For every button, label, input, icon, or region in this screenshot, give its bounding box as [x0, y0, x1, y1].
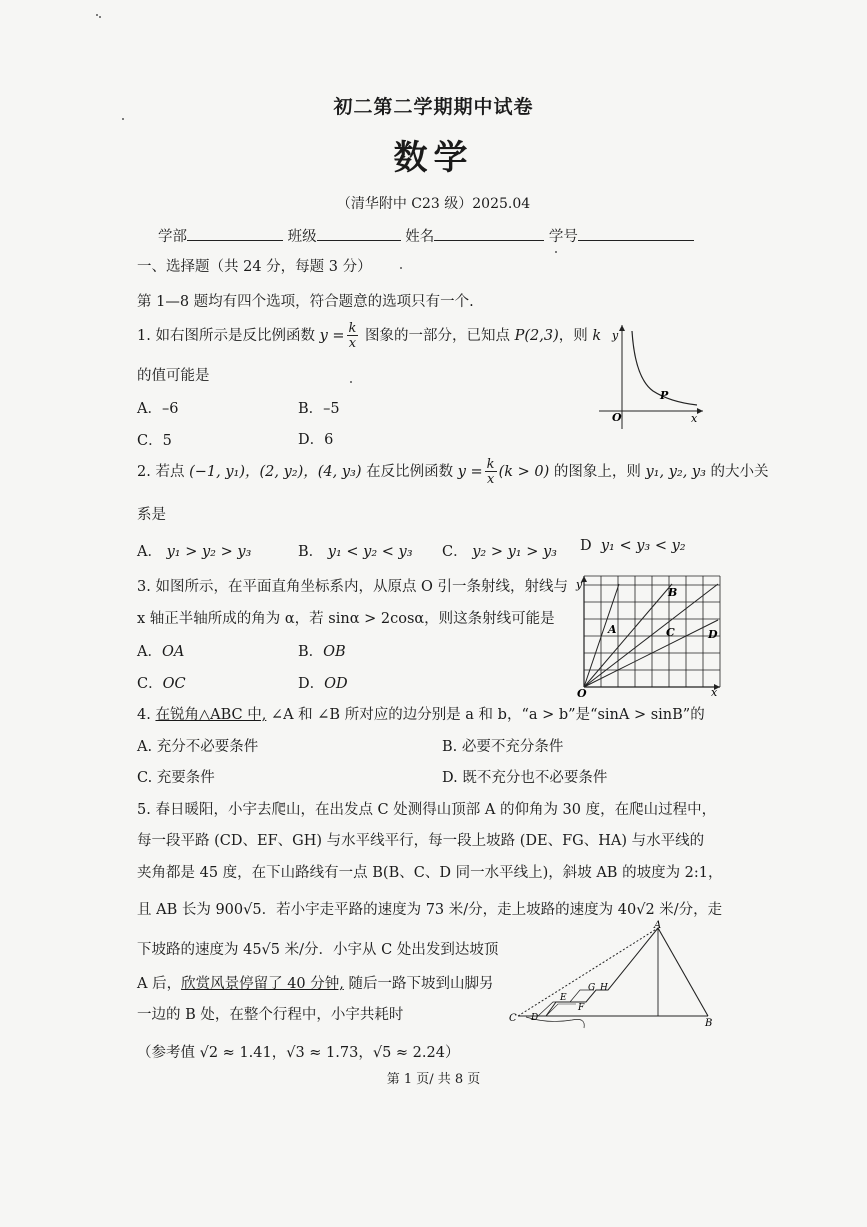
student-info-row [158, 225, 694, 246]
q4-option-c[interactable]: C. 充要条件 [137, 770, 215, 786]
dept-label: 学部 [158, 229, 187, 245]
class-blank[interactable] [317, 226, 401, 241]
q3-option-d[interactable]: D．OD [298, 676, 348, 692]
q3-graph-label-a: A [608, 623, 617, 636]
q5-mountain-figure [508, 918, 723, 1030]
q3-graph-y-label: y [576, 578, 583, 591]
q3-option-a[interactable]: A．OA [137, 644, 185, 660]
q5-fig-label-e: E [560, 993, 567, 1003]
q1-graph-y-label: y [612, 329, 619, 342]
q3-option-b[interactable]: B．OB [298, 644, 346, 660]
q3-stem-line2: x 轴正半轴所成的角为 α，若 sinα > 2cosα，则这条射线可能是 [137, 611, 555, 627]
q5-underlined-text: 欣赏风景停留了 40 分钟, [181, 976, 344, 992]
q3-stem: 3. 如图所示，在平面直角坐标系内，从原点 O 引一条射线，射线与 [137, 579, 569, 595]
id-label: 学号 [548, 229, 578, 245]
subject-title: 数学 [393, 138, 474, 178]
q4-option-a[interactable]: A. 充分不必要条件 [137, 739, 259, 755]
q5-reference-values: （参考值 √2 ≈ 1.41，√3 ≈ 1.73，√5 ≈ 2.24） [137, 1045, 460, 1061]
q3-graph-label-b: B [668, 586, 678, 599]
q3-graph-x-label: x [711, 686, 718, 698]
q1-option-c[interactable]: C．5 [137, 433, 172, 449]
q5-fig-label-c: C [509, 1013, 517, 1024]
q2-option-c[interactable]: C． y₂ > y₁ > y₃ [442, 544, 557, 560]
q4-option-b[interactable]: B. 必要不充分条件 [442, 739, 564, 755]
q2-option-a[interactable]: A． y₁ > y₂ > y₃ [137, 544, 252, 560]
q5-fig-label-h: H [600, 983, 608, 993]
q5-fig-label-b: B [705, 1018, 713, 1029]
q5-fig-label-g: G [588, 983, 596, 993]
q5-stem-line5: 下坡路的速度为 45√5 米/分．小宇从 C 处出发到达坡顶 [137, 942, 499, 958]
q3-grid-graph [572, 572, 724, 698]
name-label: 姓名 [405, 229, 435, 245]
section-note: 第 1—8 题均有四个选项，符合题意的选项只有一个. [137, 294, 474, 310]
q1-stem: 1. 如右图所示是反比例函数 y = $\frac{k}{x}$ 图象的一部分，已知点 P(2,3)，则 k [137, 321, 602, 351]
q1-option-d[interactable]: D．6 [298, 432, 334, 448]
q2-option-d[interactable]: D y₁ < y₃ < y₂ [580, 538, 686, 554]
q4-option-d[interactable]: D. 既不充分也不必要条件 [442, 770, 608, 786]
q3-graph-origin: O [577, 687, 587, 698]
q5-fig-label-d: D [531, 1013, 539, 1023]
q4-underlined-text: 在锐角△ABC 中, [155, 707, 267, 723]
q1-hyperbola-graph [595, 323, 710, 433]
q1-graph-x-label: x [691, 412, 698, 425]
dept-blank[interactable] [187, 226, 283, 241]
q1-stem-line2: 的值可能是 [137, 368, 210, 384]
q5-fig-label-f: F [578, 1003, 585, 1013]
q3-grid [584, 576, 720, 687]
q5-stem-line6: A 后，欣赏风景停留了 40 分钟, 随后一路下坡到山脚另 [137, 976, 494, 992]
q3-option-c[interactable]: C．OC [137, 676, 186, 692]
q1-option-b[interactable]: B．–5 [298, 401, 340, 417]
q2-stem: 2. 若点 (−1, y₁)，(2, y₂)，(4, y₃) 在反比例函数 y = $\frac{k}{x}$ (k > 0) 的图象上，则 y₁, y₂, y₃ 的大小关 [137, 457, 769, 487]
id-blank[interactable] [578, 226, 694, 241]
q5-fig-label-a: A [654, 920, 662, 931]
q2-option-b[interactable]: B． y₁ < y₂ < y₃ [298, 544, 413, 560]
exam-subtitle: （清华附中 C23 级）2025.04 [336, 196, 531, 212]
class-label: 班级 [287, 229, 317, 245]
section-heading: 一、选择题（共 24 分，每题 3 分） [137, 259, 372, 275]
q1-option-a[interactable]: A．–6 [137, 401, 179, 417]
q5-stem-line1: 5. 春日暖阳，小宇去爬山，在出发点 C 处测得山顶部 A 的仰角为 30 度，在爬山过程中， [137, 802, 717, 818]
q1-graph-origin: O [612, 411, 622, 424]
page-footer: 第 1 页/ 共 8 页 [386, 1072, 481, 1087]
q1-graph-point-p: P [660, 389, 669, 402]
q5-stem-line4: 且 AB 长为 900√5．若小宇走平路的速度为 73 米/分，走上坡路的速度为 40√2 米/分，走 [137, 902, 723, 918]
name-blank[interactable] [434, 226, 544, 241]
q3-graph-label-c: C [666, 626, 675, 639]
q5-stem-line7: 一边的 B 处，在整个行程中，小宇共耗时 [137, 1007, 404, 1023]
exam-title: 初二第二学期期中试卷 [333, 96, 534, 118]
q3-graph-label-d: D [708, 628, 718, 641]
q5-stem-line3: 夹角都是 45 度，在下山路线有一点 B(B、C、D 同一水平线上)，斜坡 AB 的坡度为 2:1， [137, 865, 723, 881]
q4-stem: 4. 在锐角△ABC 中, ∠A 和 ∠B 所对应的边分别是 a 和 b，“a > b”是“sinA > sinB”的 [137, 707, 705, 723]
q2-stem-line2: 系是 [137, 507, 166, 523]
q5-stem-line2: 每一段平路 (CD、EF、GH) 与水平线平行，每一段上坡路 (DE、FG、HA) 与水平线的 [137, 833, 705, 849]
